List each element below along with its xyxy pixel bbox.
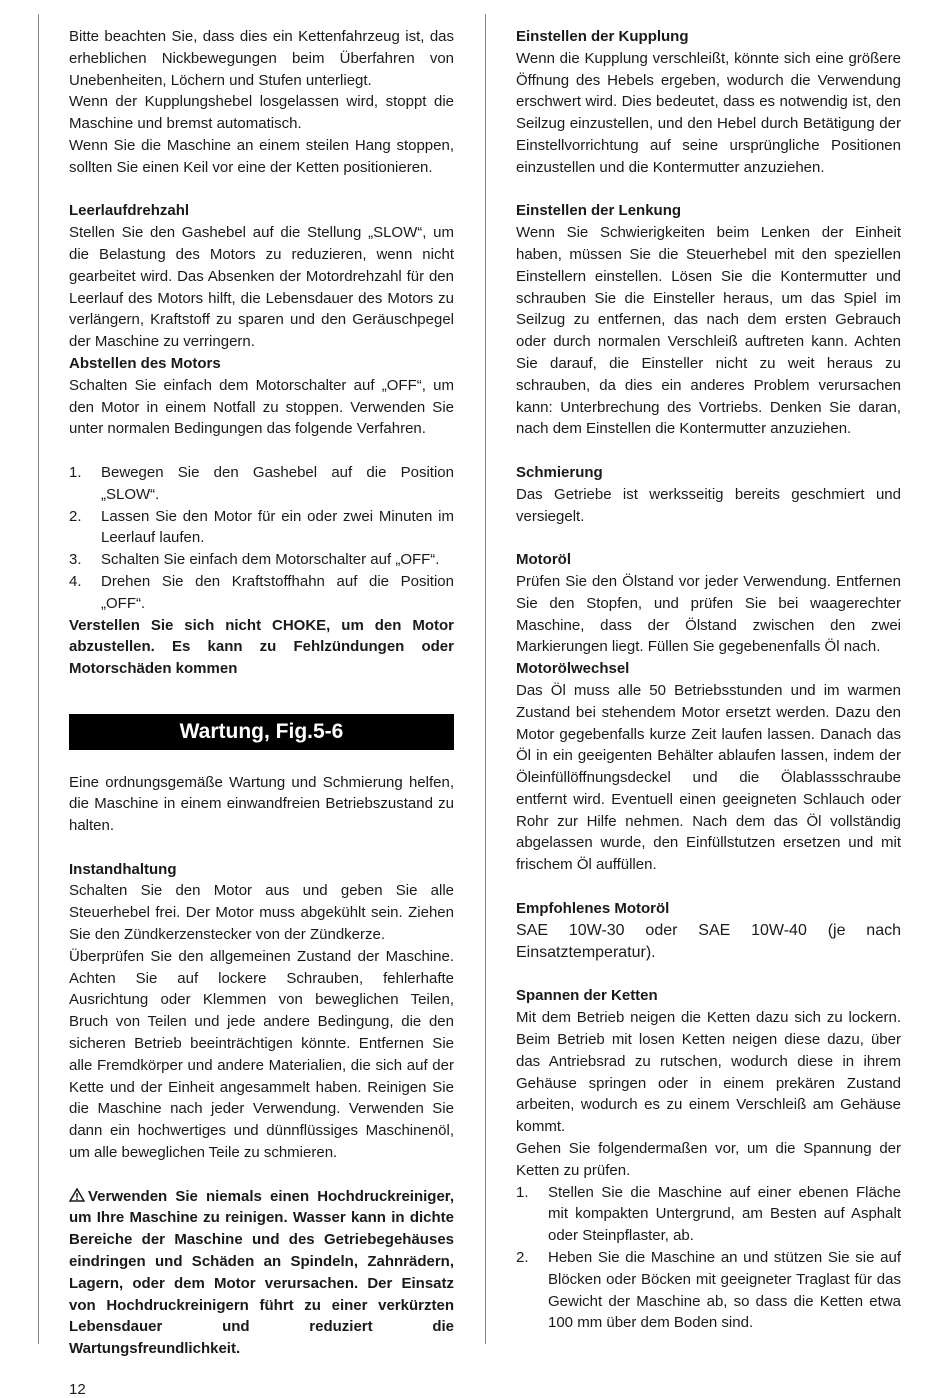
list-number: 3. xyxy=(69,551,82,569)
list-number: 1. xyxy=(516,1183,529,1201)
upkeep-heading: Instandhaltung xyxy=(69,860,177,878)
right-column xyxy=(516,26,901,1334)
stop-engine-heading: Abstellen des Motors xyxy=(69,354,221,372)
lubrication-paragraph: Das Getriebe ist werksseitig bereits geschmiert und versiegelt. xyxy=(516,485,901,525)
pressure-washer-warning xyxy=(69,1186,454,1360)
list-text: Stellen Sie die Maschine auf einer ebenen Fläche mit kompakten Untergrund, am Besten auf Asphalt oder Steinpflaster, ab. xyxy=(548,1183,901,1245)
recommended-oil-paragraph: SAE 10W-30 oder SAE 10W-40 (je nach Einsatztemperatur). xyxy=(516,921,901,961)
engine-oil-heading: Motoröl xyxy=(516,551,571,569)
list-text: Drehen Sie den Kraftstoffhahn auf die Position „OFF“. xyxy=(101,572,454,612)
stop-steps-list xyxy=(69,462,454,615)
list-item xyxy=(516,1182,901,1247)
upkeep-paragraph-2: Überprüfen Sie den allgemeinen Zustand der Maschine. Achten Sie auf lockere Schrauben, fehlerhafte Ausrichtung oder Klemmen von beweglichen Teilen, Bruch von Teilen und jede andere Bedingung, die den sicheren Betrieb beeinträchtigen könnte. Entfernen Sie alle Fremdkörper und andere Materialien, die sich auf der Kette und der Einheit angesammelt haben. Reinigen Sie die Maschine nach jeder Verwendung. Verwenden Sie dann ein hochwertiges und dünnflüssiges Maschinenöl, um alle beweglichen Teile zu schmieren. xyxy=(69,947,454,1162)
chain-tension-paragraph-2: Gehen Sie folgendermaßen vor, um die Spannung der Ketten zu prüfen. xyxy=(516,1140,901,1179)
choke-warning: Verstellen Sie sich nicht CHOKE, um den Motor abzustellen. Es kann zu Fehlzündungen oder Motorschäden kommen xyxy=(69,616,454,678)
recommended-oil-heading: Empfohlenes Motoröl xyxy=(516,899,670,917)
list-text: Heben Sie die Maschine an und stützen Sie sie auf Blöcken oder Böcken mit geeigneter Traglast für das Gewicht der Maschine ab, so dass die Ketten etwa 100 mm über dem Boden sind. xyxy=(548,1249,901,1332)
list-item xyxy=(69,462,454,506)
list-number: 1. xyxy=(69,463,82,481)
list-item xyxy=(69,549,454,571)
clutch-paragraph: Wenn die Kupplung verschleißt, könnte sich eine größere Öffnung des Hebels ergeben, wodurch die Verwendung erschwert wird. Dies bedeutet, dass es notwendig ist, den Seilzug einzustellen, und den Hebel durch Betätigung der Einstellvorrichtung auf seine ursprüngliche Positionen einzustellen und die Kontermutter anzuziehen. xyxy=(516,49,901,176)
section-banner: Wartung, Fig.5-6 xyxy=(69,714,454,750)
pressure-washer-warning-text: Verwenden Sie niemals einen Hochdruckreiniger, um Ihre Maschine zu reinigen. Wasser kann in dichte Bereiche der Maschine und des Getriebegehäuses eindringen und Schäden an Spindeln, Zahnrädern, Lagern, oder dem Motor verursachen. Der Einsatz von Hochdruckreinigern führt zu einer verkürzten Lebensdauer und reduziert die Wartungsfreundlichkeit. xyxy=(69,1187,454,1358)
steering-heading: Einstellen der Lenkung xyxy=(516,202,682,220)
idle-paragraph: Stellen Sie den Gashebel auf die Stellung „SLOW“, um die Belastung des Motors zu reduzieren, wenn nicht gearbeitet wird. Das Absenken der Motordrehzahl für den Leerlauf des Motors hilft, die Lebensdauer des Motors zu verlängern, Kraftstoff zu sparen und den Geräuschpegel der Maschine zu verringern. xyxy=(69,224,454,351)
column-divider xyxy=(485,14,486,1344)
maintenance-intro: Eine ordnungsgemäße Wartung und Schmierung helfen, die Maschine in einem einwandfreien Betriebszustand zu halten. xyxy=(69,773,454,835)
idle-heading: Leerlaufdrehzahl xyxy=(69,202,190,220)
list-number: 2. xyxy=(516,1249,529,1267)
left-margin-rule xyxy=(38,14,39,1344)
intro-paragraph-3: Wenn Sie die Maschine an einem steilen Hang stoppen, sollten Sie einen Keil vor eine der Ketten positionieren. xyxy=(69,136,454,176)
chain-steps-list xyxy=(516,1182,901,1335)
list-text: Schalten Sie einfach dem Motorschalter auf „OFF“. xyxy=(101,551,440,569)
list-text: Bewegen Sie den Gashebel auf die Position „SLOW“. xyxy=(101,463,454,503)
left-column xyxy=(69,26,454,1360)
stop-engine-paragraph: Schalten Sie einfach dem Motorschalter auf „OFF“, um den Motor in einem Notfall zu stoppen. Verwenden Sie unter normalen Bedingungen das folgende Verfahren. xyxy=(69,376,454,438)
list-item xyxy=(69,571,454,615)
list-number: 2. xyxy=(69,507,82,525)
oil-change-heading: Motorölwechsel xyxy=(516,660,630,678)
intro-paragraph-2: Wenn der Kupplungshebel losgelassen wird, stoppt die Maschine und bremst automatisch. xyxy=(69,93,454,133)
clutch-heading: Einstellen der Kupplung xyxy=(516,28,689,45)
intro-paragraph: Bitte beachten Sie, dass dies ein Kettenfahrzeug ist, das erheblichen Nickbewegungen beim Überfahren von Unebenheiten, Löchern und Stufen unterliegt. xyxy=(69,28,454,89)
list-item xyxy=(69,506,454,550)
steering-paragraph: Wenn Sie Schwierigkeiten beim Lenken der Einheit haben, müssen Sie die Steuerhebel mit den speziellen Einstellern einstellen. Lösen Sie die Kontermutter und schrauben Sie die Einsteller heraus, um das Spiel im Seilzug zu entfernen, das nach dem ersten Gebrauch oder durch normalen Verschleiß auftreten kann. Achten Sie darauf, die Einsteller nicht zu weit heraus zu schrauben, da dies ein anderes Problem verursachen kann: Unterbrechung des Vortriebs. Denken Sie daran, nach dem Einstellen die Kontermutter anzuziehen. xyxy=(516,224,901,438)
engine-oil-paragraph: Prüfen Sie den Ölstand vor jeder Verwendung. Entfernen Sie den Stopfen, und prüfen Sie bei waagerechter Maschine, dass der Ölstand zwischen den zwei Markierungen liegt. Füllen Sie gegebenenfalls Öl nach. xyxy=(516,572,901,656)
chain-tension-heading: Spannen der Ketten xyxy=(516,987,658,1005)
oil-change-paragraph: Das Öl muss alle 50 Betriebsstunden und im warmen Zustand bei stehendem Motor ersetzt werden. Dazu den Motor gegebenfalls kurze Zeit laufen lassen. Danach das Öl in ein geeigenten Behälter ablaufen lassen, indem der Öleinfüllöffnungsdeckel und die Ölablassschraube entfernt wird. Eventuell einen geeigneten Schlauch oder Rohr zur Hilfe nehmen. Nach dem das Öl vollständig abgelassen wurde, den Einfüllstutzen ersetzen und mit frischem Öl auffüllen. xyxy=(516,681,901,874)
list-text: Lassen Sie den Motor für ein oder zwei Minuten im Leerlauf laufen. xyxy=(101,507,454,547)
upkeep-paragraph-1: Schalten Sie den Motor aus und geben Sie alle Steuerhebel frei. Der Motor muss abgekühlt sein. Ziehen Sie den Zündkerzenstecker von der Zündkerze. xyxy=(69,882,454,944)
list-number: 4. xyxy=(69,572,82,590)
page-number: 12 xyxy=(69,1381,86,1398)
lubrication-heading: Schmierung xyxy=(516,463,603,481)
warning-triangle-icon xyxy=(69,1188,85,1202)
chain-tension-paragraph-1: Mit dem Betrieb neigen die Ketten dazu sich zu lockern. Beim Betrieb mit losen Ketten neigen diese dazu, über das Antriebsrad zu rutschen, wodurch diese in ihrem Gehäuse springen oder in einem prekären Zustand arbeiten, wodurch es zu einem Verschleiß am Gehäuse kommt. xyxy=(516,1009,901,1136)
list-item xyxy=(516,1247,901,1334)
